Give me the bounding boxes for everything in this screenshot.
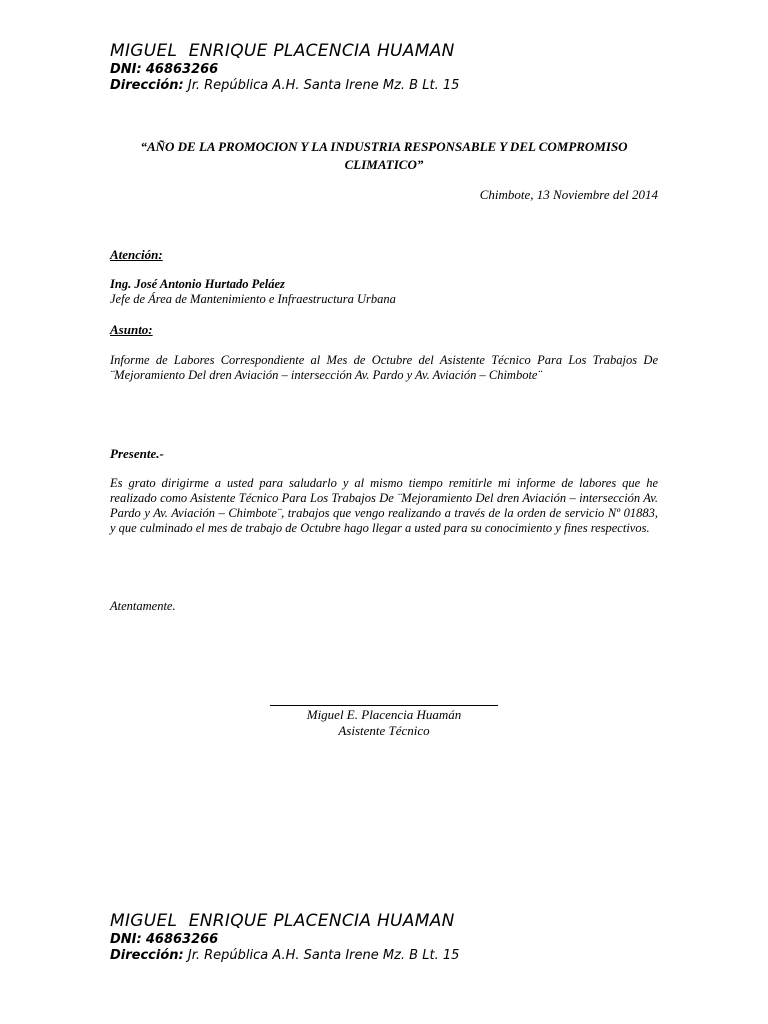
sender-name: MIGUEL ENRIQUE PLACENCIA HUAMAN [110,911,455,931]
address-value: Jr. República A.H. Santa Irene Mz. B Lt. 15 [187,78,460,93]
letter-date: Chimbote, 13 Noviembre del 2014 [479,187,658,202]
sender-header-bottom [110,910,670,964]
recipient-name: Ing. José Antonio Hurtado Peláez [110,277,285,291]
subject-text: Informe de Labores Correspondiente al Mes de Octubre del Asistente Técnico Para Los Trabajos De ¨Mejoramiento Del dren Aviación – intersección Av. Pardo y Av. Aviación – Chimbote¨ [110,353,658,382]
subject-label: Asunto: [110,322,153,337]
sender-header-top [110,40,670,94]
dni-value: 46863266 [145,932,219,947]
sender-address [110,78,670,94]
sender-dni [110,932,670,948]
sender-name: MIGUEL ENRIQUE PLACENCIA HUAMAN [110,41,455,61]
sender-dni [110,62,670,78]
body-paragraph: Es grato dirigirme a usted para saludarlo y al mismo tiempo remitirle mi informe de labores que he realizado como Asistente Técnico Para Los Trabajos De ¨Mejoramiento Del dren Aviación – intersección Av. Pardo y Av. Aviación – Chimbote¨, trabajos que vengo realizando a través de la orden de servicio Nº 01883, y que culminado el mes de trabajo de Octubre hago llegar a usted para su conocimiento y fines respectivos. [110,476,658,535]
address-label: Dirección: [110,948,184,963]
signature-role: Asistente Técnico [338,723,430,738]
greeting: Presente.- [110,446,164,461]
dni-label: DNI: [110,932,142,947]
attention-label: Atención: [110,247,163,262]
dni-value: 46863266 [145,62,219,77]
year-motto: “AÑO DE LA PROMOCION Y LA INDUSTRIA RESPONSABLE Y DEL COMPROMISO CLIMATICO” [140,139,628,172]
signature-line [270,705,498,706]
recipient-title: Jefe de Área de Mantenimiento e Infraestructura Urbana [110,292,396,306]
address-label: Dirección: [110,78,184,93]
dni-label: DNI: [110,62,142,77]
closing: Atentamente. [110,599,176,613]
address-value: Jr. República A.H. Santa Irene Mz. B Lt. 15 [187,948,460,963]
signature-name: Miguel E. Placencia Huamán [306,707,462,722]
sender-address [110,948,670,964]
